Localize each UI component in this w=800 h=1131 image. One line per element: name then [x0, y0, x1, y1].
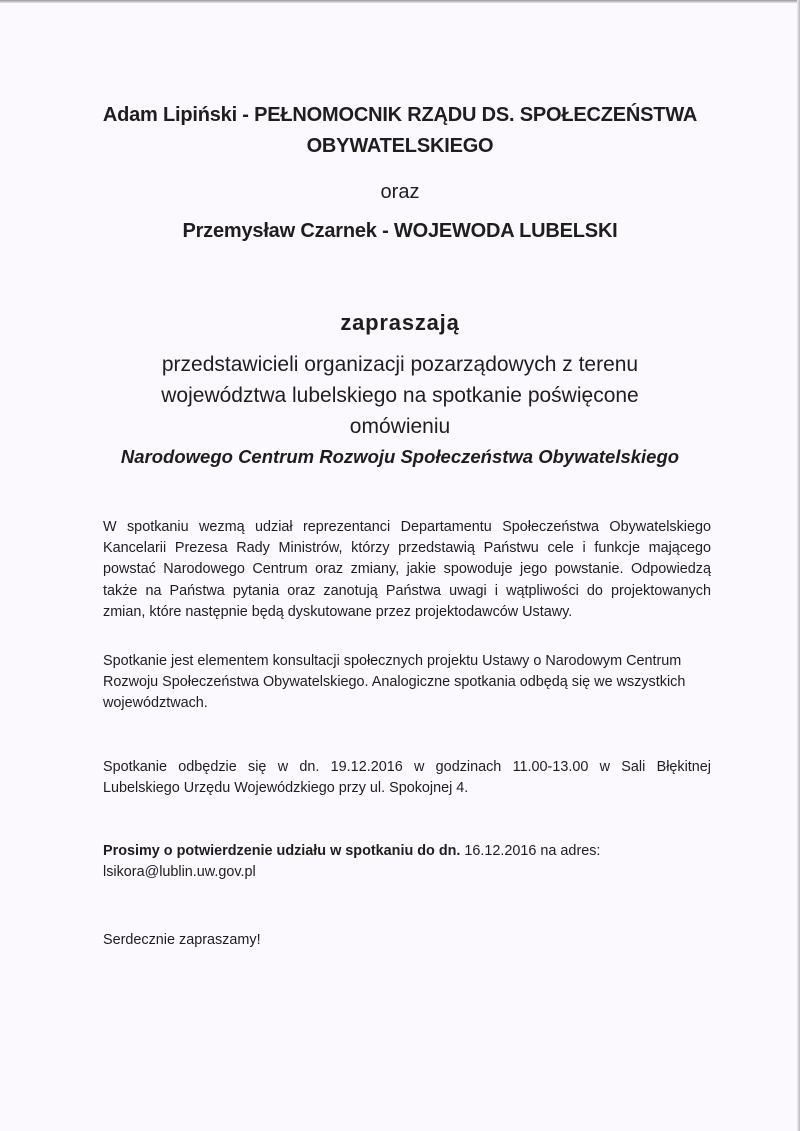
- header-line-3: Przemysław Czarnek - WOJEWODA LUBELSKI: [182, 220, 618, 242]
- header-conjunction: oraz: [380, 181, 420, 203]
- invite-line-2: województwa lubelskiego na spotkanie poświęcone: [161, 384, 639, 407]
- closing-text: Serdecznie zapraszamy!: [103, 932, 261, 948]
- invite-subject: Narodowego Centrum Rozwoju Społeczeństwa Obywatelskiego: [120, 446, 680, 467]
- rsvp-bold-text: Prosimy o potwierdzenie udziału w spotkaniu do dn.: [103, 843, 461, 859]
- paragraph-rsvp: [103, 841, 711, 883]
- invite-line-1: przedstawicieli organizacji pozarządowych z terenu: [161, 353, 639, 376]
- header-line-2: OBYWATELSKIEGO: [306, 135, 494, 157]
- rsvp-date-text: 16.12.2016 na adres:: [460, 843, 601, 859]
- invite-intro: [60, 349, 740, 442]
- scan-top-edge: [0, 0, 800, 3]
- invite-verb: zapraszają: [340, 310, 460, 335]
- paragraph-participants: W spotkaniu wezmą udział reprezentanci Departamentu Społeczeństwa Obywatelskiego Kancelarii Prezesa Rady Ministrów, którzy przedstawią Państwu cele i funkcje mającego powstać Narodowego Centrum oraz zmiany, jakie spowoduje jego powstanie. Odpowiedzą także na Państwa pytania oraz zanotują Państwa uwagi i wątpliwości do projektowanych zmian, które następnie będą dyskutowane przez projektodawców Ustawy.: [103, 519, 711, 620]
- rsvp-email[interactable]: lsikora@lublin.uw.gov.pl: [103, 864, 256, 881]
- paragraph-consultation: Spotkanie jest elementem konsultacji społecznych projektu Ustawy o Narodowym Centrum Rozwoju Społeczeństwa Obywatelskiego. Analogiczne spotkania odbędą się we wszystkich województwach.: [103, 653, 686, 712]
- invite-line-3: omówieniu: [349, 415, 451, 438]
- paragraph-date-place: Spotkanie odbędzie się w dn. 19.12.2016 w godzinach 11.00-13.00 w Sali Błękitnej Lubelskiego Urzędu Wojewódzkiego przy ul. Spokojnej 4.: [103, 759, 711, 797]
- header-line-1: Adam Lipiński - PEŁNOMOCNIK RZĄDU DS. SPOŁECZEŃSTWA: [102, 104, 698, 126]
